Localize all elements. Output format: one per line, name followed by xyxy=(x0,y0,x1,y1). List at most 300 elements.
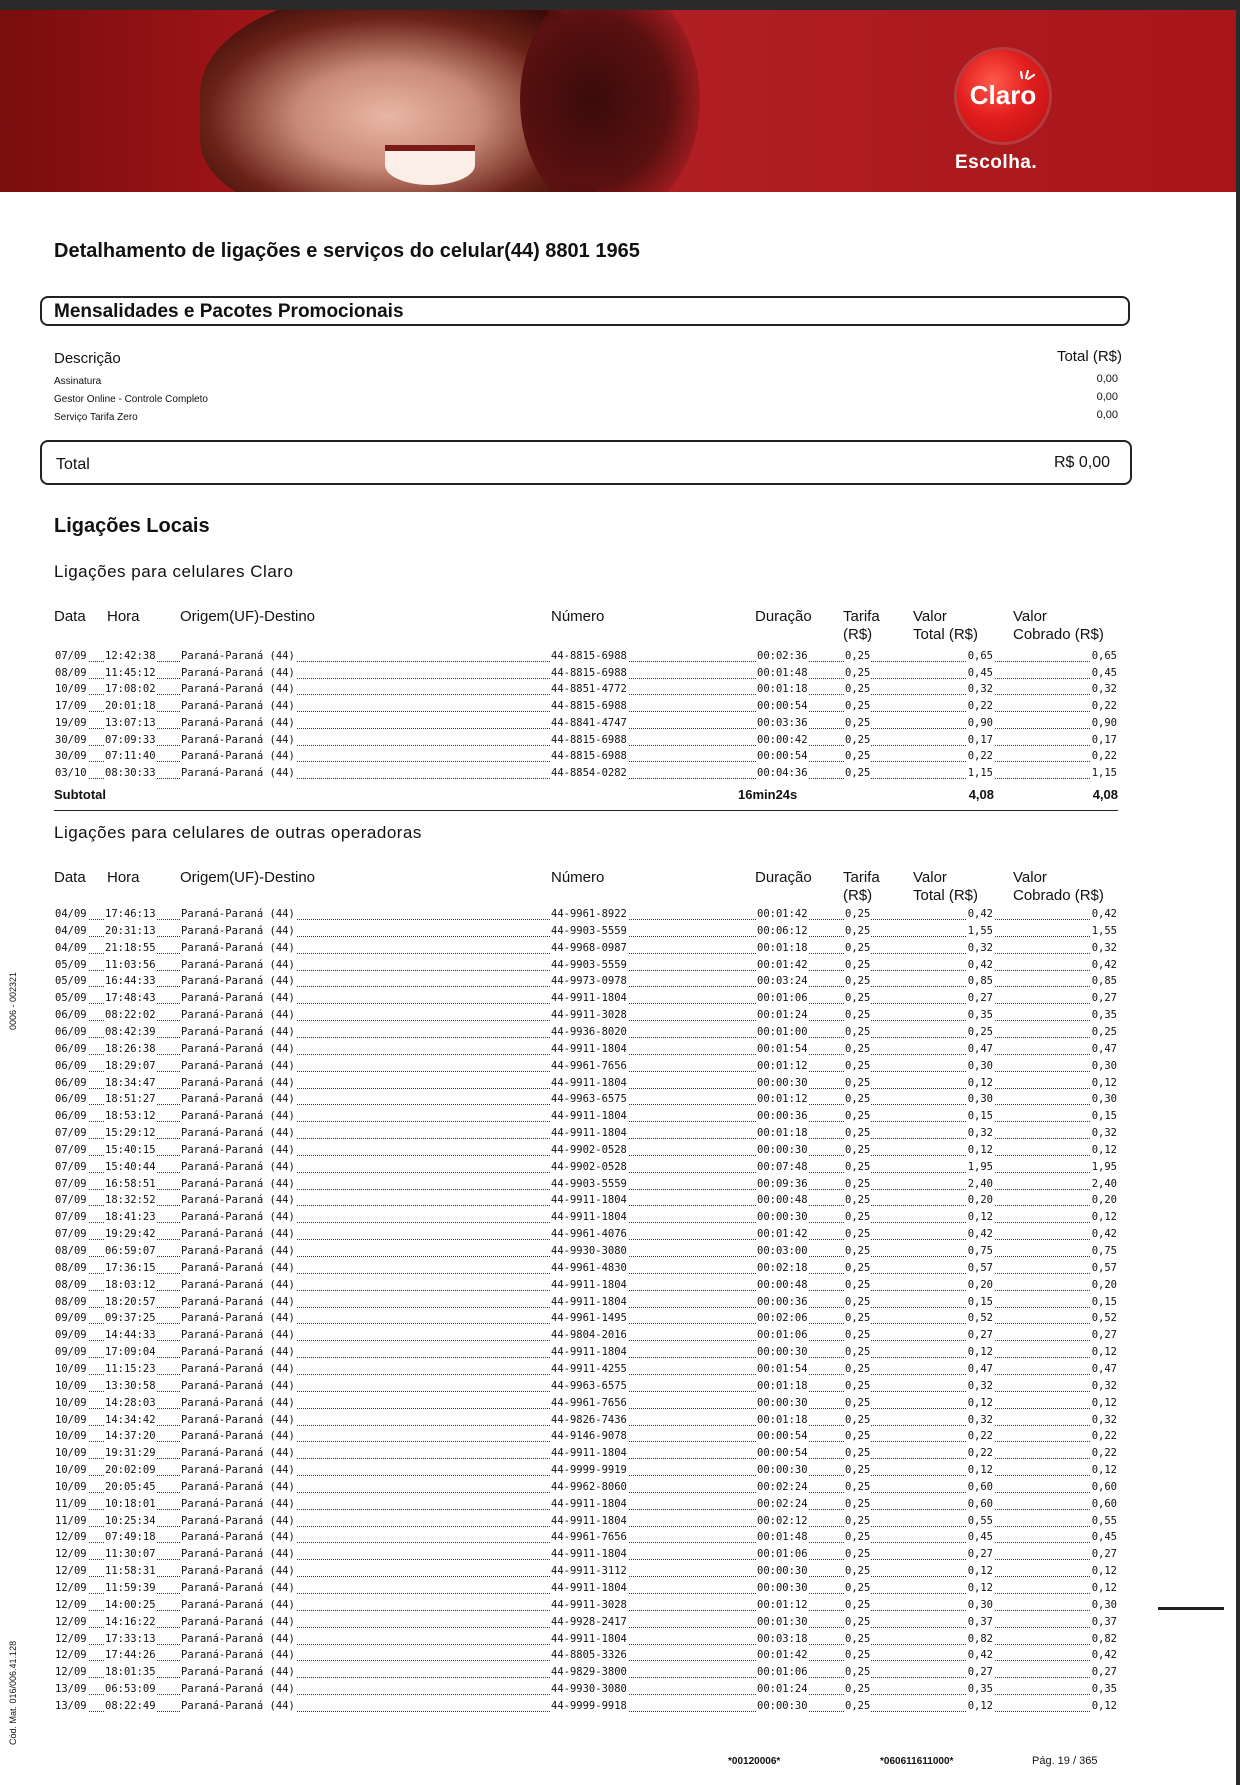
call-number: 44-9911-1804 xyxy=(551,1042,627,1055)
call-duration: 00:01:42 xyxy=(757,1228,808,1241)
service-value: 0,00 xyxy=(1096,391,1118,403)
call-tariff: 0,25 xyxy=(845,1649,871,1662)
table-row xyxy=(54,1093,1118,1110)
call-charged-value: 0,22 xyxy=(1091,750,1117,763)
call-tariff: 0,25 xyxy=(845,1261,871,1274)
call-total-value: 0,12 xyxy=(967,1699,993,1712)
table-row xyxy=(54,1178,1118,1195)
table-row xyxy=(54,683,1118,700)
call-charged-value: 0,17 xyxy=(1091,733,1117,746)
call-origin-destination: Paraná-Paraná (44) xyxy=(181,716,295,729)
call-total-value: 0,57 xyxy=(967,1261,993,1274)
call-duration: 00:01:06 xyxy=(757,992,808,1005)
call-tariff: 0,25 xyxy=(845,1228,871,1241)
call-number: 44-9903-5559 xyxy=(551,958,627,971)
call-origin-destination: Paraná-Paraná (44) xyxy=(181,1683,295,1696)
call-total-value: 0,42 xyxy=(967,908,993,920)
call-origin-destination: Paraná-Paraná (44) xyxy=(181,650,295,662)
call-total-value: 0,27 xyxy=(967,992,993,1005)
table-row xyxy=(54,1144,1118,1161)
call-duration: 00:00:54 xyxy=(757,1447,808,1460)
call-time: 17:36:15 xyxy=(105,1261,156,1274)
call-total-value: 0,42 xyxy=(967,1649,993,1662)
call-tariff: 0,25 xyxy=(845,1514,871,1527)
call-date: 10/09 xyxy=(55,1464,87,1477)
call-number: 44-9911-1804 xyxy=(551,1110,627,1123)
call-origin-destination: Paraná-Paraná (44) xyxy=(181,1464,295,1477)
call-time: 19:31:29 xyxy=(105,1447,156,1460)
call-date: 10/09 xyxy=(55,1430,87,1443)
call-number: 44-9911-3028 xyxy=(551,1598,627,1611)
call-duration: 00:01:12 xyxy=(757,1598,808,1611)
call-time: 08:22:49 xyxy=(105,1699,156,1712)
col-valor-cobrado-header-line: Cobrado (R$) xyxy=(1013,626,1104,643)
col-numero-header xyxy=(551,608,604,626)
call-number: 44-9911-1804 xyxy=(551,1447,627,1460)
col-origem-header xyxy=(180,869,315,887)
call-number: 44-9911-1804 xyxy=(551,1497,627,1510)
call-date: 13/09 xyxy=(55,1683,87,1696)
call-time: 15:40:44 xyxy=(105,1160,156,1173)
call-tariff: 0,25 xyxy=(845,1143,871,1156)
call-date: 12/09 xyxy=(55,1649,87,1662)
call-charged-value: 0,35 xyxy=(1091,1683,1117,1696)
call-tariff: 0,25 xyxy=(845,1683,871,1696)
call-time: 13:30:58 xyxy=(105,1379,156,1392)
call-charged-value: 0,12 xyxy=(1091,1346,1117,1359)
call-date: 06/09 xyxy=(55,1093,87,1106)
total-label: Total xyxy=(56,456,90,473)
call-charged-value: 0,27 xyxy=(1091,992,1117,1005)
call-total-value: 0,60 xyxy=(967,1480,993,1493)
call-time: 11:03:56 xyxy=(105,958,156,971)
call-origin-destination: Paraná-Paraná (44) xyxy=(181,1531,295,1544)
call-total-value: 0,25 xyxy=(967,1025,993,1038)
page-title: Detalhamento de ligações e serviços do celular(44) 8801 1965 xyxy=(54,240,640,262)
call-charged-value: 0,22 xyxy=(1091,1430,1117,1443)
table-row xyxy=(54,1633,1118,1650)
call-origin-destination: Paraná-Paraná (44) xyxy=(181,1379,295,1392)
col-origem-header-line: Origem(UF)-Destino xyxy=(180,608,316,625)
call-origin-destination: Paraná-Paraná (44) xyxy=(181,908,295,920)
call-origin-destination: Paraná-Paraná (44) xyxy=(181,1312,295,1325)
call-tariff: 0,25 xyxy=(845,1160,871,1173)
col-data-header-line: Data xyxy=(54,608,86,625)
call-duration: 00:03:18 xyxy=(757,1632,808,1645)
call-number: 44-9961-4076 xyxy=(551,1228,627,1241)
col-tarifa-header xyxy=(843,608,880,644)
call-duration: 00:01:18 xyxy=(757,1379,808,1392)
call-date: 10/09 xyxy=(55,1362,87,1375)
call-time: 18:29:07 xyxy=(105,1059,156,1072)
call-charged-value: 0,22 xyxy=(1091,700,1117,713)
call-duration: 00:00:48 xyxy=(757,1278,808,1291)
call-origin-destination: Paraná-Paraná (44) xyxy=(181,1329,295,1342)
table-row xyxy=(54,1262,1118,1279)
call-tariff: 0,25 xyxy=(845,941,871,954)
call-duration: 00:00:36 xyxy=(757,1295,808,1308)
call-charged-value: 0,32 xyxy=(1091,1127,1117,1140)
call-number: 44-9963-6575 xyxy=(551,1093,627,1106)
call-tariff: 0,25 xyxy=(845,666,871,679)
call-number: 44-8815-6988 xyxy=(551,666,627,679)
brand-tagline: Escolha. xyxy=(955,152,1038,173)
call-time: 18:51:27 xyxy=(105,1093,156,1106)
call-charged-value: 0,42 xyxy=(1091,1228,1117,1241)
call-time: 07:09:33 xyxy=(105,733,156,746)
call-tariff: 0,25 xyxy=(845,766,871,779)
call-date: 08/09 xyxy=(55,1261,87,1274)
call-duration: 00:01:42 xyxy=(757,958,808,971)
call-tariff: 0,25 xyxy=(845,733,871,746)
call-total-value: 0,27 xyxy=(967,1548,993,1561)
call-charged-value: 2,40 xyxy=(1091,1177,1117,1190)
call-duration: 00:06:12 xyxy=(757,924,808,937)
table-row xyxy=(54,1599,1118,1616)
col-duracao-header xyxy=(755,608,812,626)
subtotal-valor-total: 4,08 xyxy=(968,787,994,802)
call-duration: 00:07:48 xyxy=(757,1160,808,1173)
call-total-value: 0,65 xyxy=(967,650,993,662)
call-total-value: 0,45 xyxy=(967,1531,993,1544)
call-origin-destination: Paraná-Paraná (44) xyxy=(181,1346,295,1359)
call-number: 44-9961-4830 xyxy=(551,1261,627,1274)
call-charged-value: 0,12 xyxy=(1091,1076,1117,1089)
call-number: 44-9911-1804 xyxy=(551,1632,627,1645)
table-row xyxy=(54,750,1118,767)
call-charged-value: 0,57 xyxy=(1091,1261,1117,1274)
call-time: 11:45:12 xyxy=(105,666,156,679)
col-origem-header xyxy=(180,608,315,626)
call-time: 16:58:51 xyxy=(105,1177,156,1190)
call-total-value: 0,12 xyxy=(967,1346,993,1359)
call-tariff: 0,25 xyxy=(845,924,871,937)
call-date: 06/09 xyxy=(55,1110,87,1123)
call-origin-destination: Paraná-Paraná (44) xyxy=(181,1480,295,1493)
call-charged-value: 0,42 xyxy=(1091,908,1117,920)
call-duration: 00:01:18 xyxy=(757,1413,808,1426)
service-item: Assinatura xyxy=(54,376,102,387)
call-date: 05/09 xyxy=(55,975,87,988)
call-tariff: 0,25 xyxy=(845,700,871,713)
call-charged-value: 0,12 xyxy=(1091,1582,1117,1594)
call-time: 06:59:07 xyxy=(105,1245,156,1257)
call-date: 12/09 xyxy=(55,1548,87,1561)
call-date: 12/09 xyxy=(55,1565,87,1578)
call-origin-destination: Paraná-Paraná (44) xyxy=(181,1598,295,1611)
col-duracao-header-line: Duração xyxy=(755,608,812,625)
call-tariff: 0,25 xyxy=(845,1480,871,1493)
call-duration: 00:01:00 xyxy=(757,1025,808,1038)
call-tariff: 0,25 xyxy=(845,1346,871,1359)
col-tarifa-header-line: (R$) xyxy=(843,626,873,643)
table-row xyxy=(54,1363,1118,1380)
call-tariff: 0,25 xyxy=(845,1632,871,1645)
call-duration: 00:02:18 xyxy=(757,1261,808,1274)
call-charged-value: 0,27 xyxy=(1091,1666,1117,1679)
call-charged-value: 0,45 xyxy=(1091,1531,1117,1544)
call-total-value: 0,20 xyxy=(967,1194,993,1207)
call-tariff: 0,25 xyxy=(845,1245,871,1257)
call-date: 10/09 xyxy=(55,1379,87,1392)
call-duration: 00:00:30 xyxy=(757,1346,808,1359)
heading-underline xyxy=(52,324,472,326)
call-charged-value: 0,37 xyxy=(1091,1615,1117,1628)
call-date: 04/09 xyxy=(55,924,87,937)
col-tarifa-header-line: Tarifa xyxy=(843,869,880,886)
table-row xyxy=(54,1548,1118,1565)
call-charged-value: 0,32 xyxy=(1091,1413,1117,1426)
call-time: 20:05:45 xyxy=(105,1480,156,1493)
table-row xyxy=(54,1380,1118,1397)
call-duration: 00:00:54 xyxy=(757,700,808,713)
call-duration: 00:01:18 xyxy=(757,941,808,954)
call-duration: 00:01:24 xyxy=(757,1009,808,1022)
call-origin-destination: Paraná-Paraná (44) xyxy=(181,1514,295,1527)
call-charged-value: 0,42 xyxy=(1091,958,1117,971)
call-date: 17/09 xyxy=(55,700,87,713)
call-origin-destination: Paraná-Paraná (44) xyxy=(181,733,295,746)
call-number: 44-9961-7656 xyxy=(551,1531,627,1544)
call-number: 44-9936-8020 xyxy=(551,1025,627,1038)
call-duration: 00:03:00 xyxy=(757,1245,808,1257)
call-number: 44-9961-8922 xyxy=(551,908,627,920)
call-charged-value: 0,12 xyxy=(1091,1699,1117,1712)
call-origin-destination: Paraná-Paraná (44) xyxy=(181,700,295,713)
call-tariff: 0,25 xyxy=(845,1093,871,1106)
call-time: 17:44:26 xyxy=(105,1649,156,1662)
call-total-value: 1,15 xyxy=(967,766,993,779)
table-row xyxy=(54,1194,1118,1211)
col-valor-cobrado-header-line: Valor xyxy=(1013,608,1047,625)
margin-mark xyxy=(1158,1607,1224,1610)
call-tariff: 0,25 xyxy=(845,1582,871,1594)
call-total-value: 0,20 xyxy=(967,1278,993,1291)
call-time: 17:48:43 xyxy=(105,992,156,1005)
call-origin-destination: Paraná-Paraná (44) xyxy=(181,1177,295,1190)
call-total-value: 0,90 xyxy=(967,716,993,729)
table-row xyxy=(54,1026,1118,1043)
call-origin-destination: Paraná-Paraná (44) xyxy=(181,1127,295,1140)
col-valor-total-header-line: Valor xyxy=(913,869,947,886)
call-charged-value: 0,22 xyxy=(1091,1447,1117,1460)
call-tariff: 0,25 xyxy=(845,1127,871,1140)
call-number: 44-8851-4772 xyxy=(551,683,627,696)
call-number: 44-9911-1804 xyxy=(551,1278,627,1291)
call-date: 10/09 xyxy=(55,683,87,696)
table-row xyxy=(54,992,1118,1009)
call-time: 06:53:09 xyxy=(105,1683,156,1696)
call-charged-value: 0,60 xyxy=(1091,1497,1117,1510)
call-date: 06/09 xyxy=(55,1025,87,1038)
call-origin-destination: Paraná-Paraná (44) xyxy=(181,1413,295,1426)
call-total-value: 0,30 xyxy=(967,1598,993,1611)
call-total-value: 0,27 xyxy=(967,1666,993,1679)
table-row xyxy=(54,1464,1118,1481)
table-row xyxy=(54,650,1118,667)
call-time: 09:37:25 xyxy=(105,1312,156,1325)
call-origin-destination: Paraná-Paraná (44) xyxy=(181,1076,295,1089)
call-origin-destination: Paraná-Paraná (44) xyxy=(181,941,295,954)
call-tariff: 0,25 xyxy=(845,975,871,988)
call-time: 15:40:15 xyxy=(105,1143,156,1156)
call-number: 44-9911-1804 xyxy=(551,1211,627,1224)
col-duracao-header-line: Duração xyxy=(755,869,812,886)
col-numero-header xyxy=(551,869,604,887)
call-duration: 00:01:54 xyxy=(757,1042,808,1055)
subtotal-label: Subtotal xyxy=(54,787,106,802)
table-row xyxy=(54,1279,1118,1296)
call-origin-destination: Paraná-Paraná (44) xyxy=(181,1565,295,1578)
call-origin-destination: Paraná-Paraná (44) xyxy=(181,1228,295,1241)
col-valor-cobrado-header-line: Cobrado (R$) xyxy=(1013,887,1104,904)
call-number: 44-9911-1804 xyxy=(551,1127,627,1140)
call-tariff: 0,25 xyxy=(845,1413,871,1426)
call-duration: 00:02:24 xyxy=(757,1497,808,1510)
call-total-value: 0,12 xyxy=(967,1464,993,1477)
call-charged-value: 1,95 xyxy=(1091,1160,1117,1173)
call-origin-destination: Paraná-Paraná (44) xyxy=(181,1059,295,1072)
col-valor-cobrado-header-line: Valor xyxy=(1013,869,1047,886)
call-origin-destination: Paraná-Paraná (44) xyxy=(181,1278,295,1291)
call-total-value: 0,75 xyxy=(967,1245,993,1257)
call-charged-value: 0,47 xyxy=(1091,1362,1117,1375)
call-date: 11/09 xyxy=(55,1514,87,1527)
call-tariff: 0,25 xyxy=(845,650,871,662)
call-duration: 00:01:06 xyxy=(757,1329,808,1342)
call-date: 06/09 xyxy=(55,1042,87,1055)
call-tariff: 0,25 xyxy=(845,1464,871,1477)
call-origin-destination: Paraná-Paraná (44) xyxy=(181,683,295,696)
call-tariff: 0,25 xyxy=(845,1447,871,1460)
call-total-value: 0,42 xyxy=(967,1228,993,1241)
call-duration: 00:00:54 xyxy=(757,1430,808,1443)
call-total-value: 0,12 xyxy=(967,1396,993,1409)
call-charged-value: 0,12 xyxy=(1091,1396,1117,1409)
call-date: 09/09 xyxy=(55,1346,87,1359)
col-origem-header-line: Origem(UF)-Destino xyxy=(180,869,316,886)
call-tariff: 0,25 xyxy=(845,1009,871,1022)
call-total-value: 0,12 xyxy=(967,1582,993,1594)
service-item: Gestor Online - Controle Completo xyxy=(54,394,208,405)
table-row xyxy=(54,1211,1118,1228)
call-date: 10/09 xyxy=(55,1447,87,1460)
call-charged-value: 0,90 xyxy=(1091,716,1117,729)
call-charged-value: 0,32 xyxy=(1091,683,1117,696)
call-origin-destination: Paraná-Paraná (44) xyxy=(181,992,295,1005)
call-tariff: 0,25 xyxy=(845,1329,871,1342)
call-total-value: 0,52 xyxy=(967,1312,993,1325)
call-duration: 00:00:30 xyxy=(757,1143,808,1156)
call-origin-destination: Paraná-Paraná (44) xyxy=(181,1497,295,1510)
call-charged-value: 0,60 xyxy=(1091,1480,1117,1493)
table-row xyxy=(54,667,1118,684)
call-number: 44-9930-3080 xyxy=(551,1245,627,1257)
call-origin-destination: Paraná-Paraná (44) xyxy=(181,1362,295,1375)
call-number: 44-9903-5559 xyxy=(551,1177,627,1190)
col-data-header xyxy=(54,608,86,626)
call-origin-destination: Paraná-Paraná (44) xyxy=(181,1295,295,1308)
subtotal-valor-cobrado: 4,08 xyxy=(1092,787,1118,802)
call-date: 09/09 xyxy=(55,1312,87,1325)
table-row xyxy=(54,1481,1118,1498)
col-hora-header xyxy=(107,608,140,626)
call-tariff: 0,25 xyxy=(845,1312,871,1325)
call-number: 44-9963-6575 xyxy=(551,1379,627,1392)
call-time: 17:46:13 xyxy=(105,908,156,920)
call-total-value: 0,82 xyxy=(967,1632,993,1645)
call-charged-value: 0,82 xyxy=(1091,1632,1117,1645)
call-duration: 00:01:06 xyxy=(757,1548,808,1561)
table-row xyxy=(54,1397,1118,1414)
call-origin-destination: Paraná-Paraná (44) xyxy=(181,924,295,937)
table-row xyxy=(54,908,1118,925)
call-date: 06/09 xyxy=(55,1009,87,1022)
col-hora-header-line: Hora xyxy=(107,869,140,886)
call-time: 11:58:31 xyxy=(105,1565,156,1578)
call-number: 44-9928-2417 xyxy=(551,1615,627,1628)
call-date: 07/09 xyxy=(55,650,87,662)
call-total-value: 0,15 xyxy=(967,1110,993,1123)
call-date: 04/09 xyxy=(55,908,87,920)
col-numero-header-line: Número xyxy=(551,869,605,886)
call-duration: 00:01:06 xyxy=(757,1666,808,1679)
call-time: 18:03:12 xyxy=(105,1278,156,1291)
call-number: 44-9961-7656 xyxy=(551,1059,627,1072)
table-row xyxy=(54,1414,1118,1431)
table-row xyxy=(54,1009,1118,1026)
call-charged-value: 0,85 xyxy=(1091,975,1117,988)
call-total-value: 0,32 xyxy=(967,683,993,696)
call-charged-value: 0,30 xyxy=(1091,1093,1117,1106)
call-charged-value: 0,65 xyxy=(1091,650,1117,662)
call-duration: 00:01:48 xyxy=(757,666,808,679)
col-data-header xyxy=(54,869,86,887)
call-tariff: 0,25 xyxy=(845,1278,871,1291)
call-time: 18:26:38 xyxy=(105,1042,156,1055)
call-date: 07/09 xyxy=(55,1160,87,1173)
call-duration: 00:01:12 xyxy=(757,1059,808,1072)
col-duracao-header xyxy=(755,869,812,887)
call-tariff: 0,25 xyxy=(845,1666,871,1679)
call-number: 44-9826-7436 xyxy=(551,1413,627,1426)
call-total-value: 1,55 xyxy=(967,924,993,937)
call-time: 17:33:13 xyxy=(105,1632,156,1645)
call-duration: 00:02:12 xyxy=(757,1514,808,1527)
call-duration: 00:01:48 xyxy=(757,1531,808,1544)
call-origin-destination: Paraná-Paraná (44) xyxy=(181,750,295,763)
call-number: 44-9968-0987 xyxy=(551,941,627,954)
call-duration: 00:00:42 xyxy=(757,733,808,746)
table-row xyxy=(54,925,1118,942)
table-row xyxy=(54,1531,1118,1548)
call-date: 12/09 xyxy=(55,1666,87,1679)
call-origin-destination: Paraná-Paraná (44) xyxy=(181,1143,295,1156)
call-total-value: 0,35 xyxy=(967,1009,993,1022)
call-tariff: 0,25 xyxy=(845,958,871,971)
call-charged-value: 1,55 xyxy=(1091,924,1117,937)
call-tariff: 0,25 xyxy=(845,1025,871,1038)
footer-code-2: *060611611000* xyxy=(880,1756,954,1767)
call-origin-destination: Paraná-Paraná (44) xyxy=(181,1245,295,1257)
total-value: R$ 0,00 xyxy=(1053,454,1110,471)
call-charged-value: 0,45 xyxy=(1091,666,1117,679)
call-duration: 00:00:30 xyxy=(757,1582,808,1594)
call-tariff: 0,25 xyxy=(845,1565,871,1578)
call-charged-value: 0,32 xyxy=(1091,941,1117,954)
col-valor-cobrado-header xyxy=(1013,869,1104,905)
call-charged-value: 0,25 xyxy=(1091,1025,1117,1038)
